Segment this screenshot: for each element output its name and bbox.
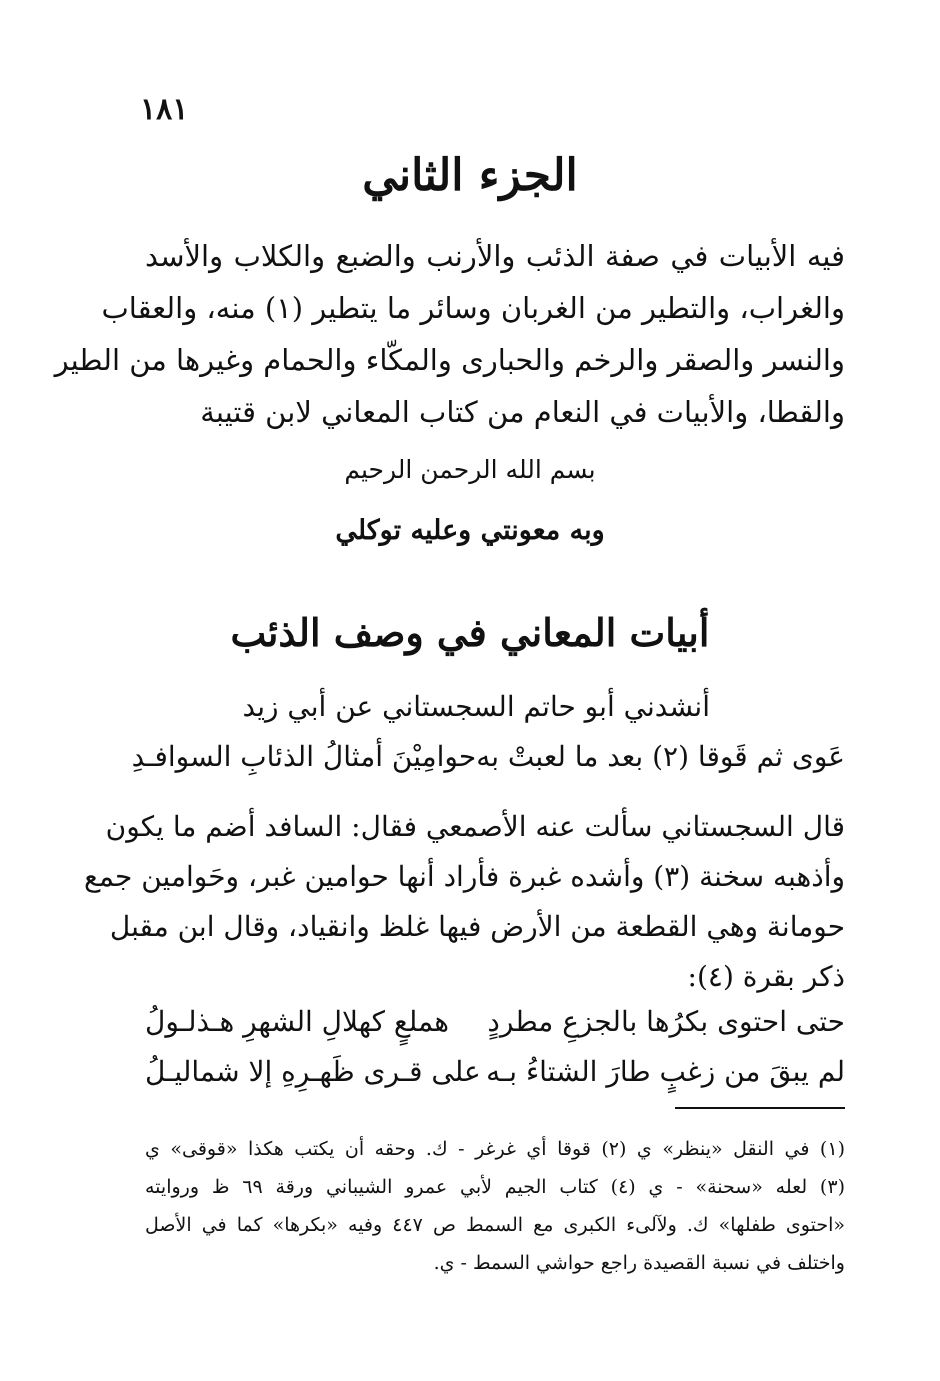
narration-line: أنشدني أبو حاتم السجستاني عن أبي زيد	[242, 690, 710, 723]
section-title: أبيات المعاني في وصف الذئب	[230, 610, 710, 655]
verse-first-hemistich: عَوى ثم قَوقا (٢) بعد ما لعبتْ به	[476, 740, 845, 773]
verse-second-hemistich: هملعٍ كهلالِ الشهرِ هـذلـولُ	[145, 1005, 449, 1038]
verse-second-hemistich: حوامِيْنَ أمثالُ الذئابِ السوافـدِ	[131, 740, 477, 773]
verse-first-hemistich: لم يبقَ من زغبٍ طارَ الشتاءُ بـه	[486, 1055, 845, 1088]
intro-line: فيه الأبيات في صفة الذئب والأرنب والضبع والكلاب والأسد	[145, 239, 845, 273]
footnote-line: (١) في النقل «ينظر» ي (٢) قوقا أي غرغر - ك. وحقه أن يكتب هكذا «قوقى» ي	[145, 1138, 845, 1160]
verse-line	[145, 1055, 845, 1088]
footnote-line: واختلف في نسبة القصيدة راجع حواشي السمط - ي.	[433, 1252, 845, 1274]
commentary-line: قال السجستاني سألت عنه الأصمعي فقال: السافد أضم ما يكون	[105, 810, 845, 843]
basmala: بسم الله الرحمن الرحيم	[344, 455, 596, 484]
verse-line	[131, 740, 845, 773]
footnote-line: (٣) لعله «سحنة» - ي (٤) كتاب الجيم لأبي عمرو الشيباني ورقة ٦٩ ظ وروايته	[145, 1176, 845, 1198]
footnote-divider	[675, 1107, 845, 1109]
commentary-line: ذكر بقرة (٤):	[687, 960, 845, 993]
intro-paragraph	[54, 230, 845, 438]
reliance-line: وبه معونتي وعليه توكلي	[335, 515, 605, 546]
commentary-line: حومانة وهي القطعة من الأرض فيها غلظ وانقياد، وقال ابن مقبل	[109, 910, 845, 943]
page-number: ١٨١	[140, 92, 189, 127]
page-title: الجزء الثاني	[362, 150, 578, 201]
commentary-paragraph	[83, 802, 845, 1002]
verse-first-hemistich: حتى احتوى بكرُها بالجزعِ مطردٍ	[487, 1005, 845, 1038]
intro-line: والقطا، والأبيات في النعام من كتاب المعاني لابن قتيبة	[200, 395, 845, 429]
verse-line	[145, 1005, 845, 1038]
intro-line: والنسر والصقر والرخم والحبارى والمكّاء والحمام وغيرها من الطير	[54, 343, 845, 377]
intro-line: والغراب، والتطير من الغربان وسائر ما يتطير (١) منه، والعقاب	[101, 291, 845, 325]
verse-second-hemistich: على قـرى ظَهـرِهِ إلا شماليـلُ	[145, 1055, 481, 1088]
commentary-line: وأذهبه سخنة (٣) وأشده غبرة فأراد أنها حوامين غبر، وحَوامين جمع	[83, 860, 845, 893]
footnotes	[145, 1130, 845, 1282]
footnote-line: «احتوى طفلها» ك. ولآلىء الكبرى مع السمط ص ٤٤٧ وفيه «بكرها» كما في الأصل	[145, 1214, 845, 1236]
